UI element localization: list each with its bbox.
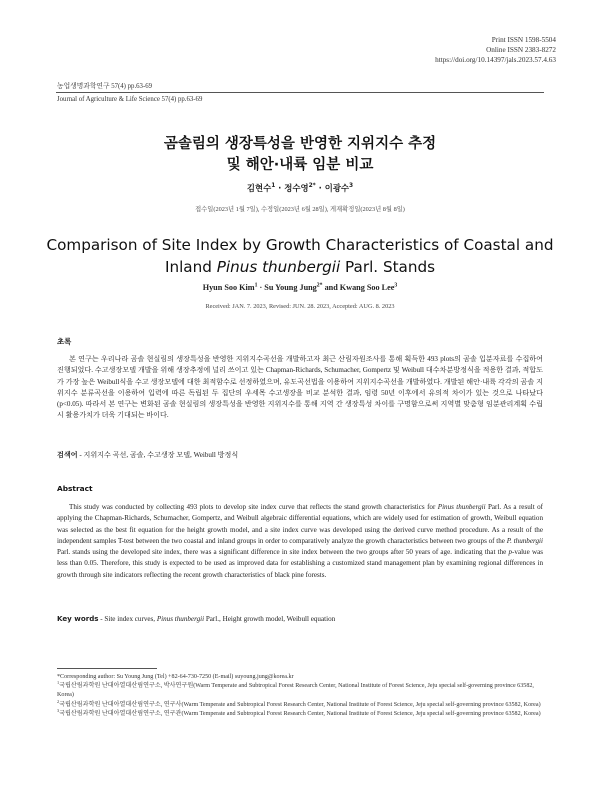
- english-title-line1: Comparison of Site Index by Growth Characteristics of Coastal and: [46, 236, 554, 254]
- doi-link[interactable]: https://doi.org/10.14397/jals.2023.57.4.63: [435, 56, 556, 64]
- korean-title-line1: 곰솔림의 생장특성을 반영한 지위지수 추정: [163, 136, 437, 152]
- korean-keywords-label: 검색어: [57, 450, 78, 459]
- english-author-1: Hyun Soo Kim: [202, 283, 255, 292]
- korean-dates: 접수일(2023년 1월 7일), 수정일(2023년 6월 28일), 게재확정일(2023년 8월 8일): [195, 206, 405, 213]
- korean-abstract-text: 본 연구는 우리나라 곰솔 현실림의 생장특성을 반영한 지위지수곡선을 개발하고자 최근 산림자원조사를 통해 획득한 493 plots의 곰솔 입분자료를 수집하여 진행되었다. 수고생장모델 개발을 위해 생장추정에 널리 쓰이고 있는 Chapman-Richards, Schumacher, Gompertz 및 Weibull 대수차분방정식을 적용한 결과, 적합도가 가장 높은 Weibull식을 수고 생장모델에 대한 최적함수로 선정하였으며, 유도곡선법을 이용하여 지위지수곡선을 개발하였다. 개발된 해안·내륙 각각의 곰솔 지위지수 분류곡선을 이용하여 입력에 따른 독립된 두 집단의 우세목 수고생장을 비교 분석한 결과, 임령 50년 이후에서 유의적 차이가 있는 것으로 나타났다(p<0.05). 따라서 본 연구는 변화된 곰솔 현실림의 생장특성을 반영한 지위지수를 통해 지역 간 생장특성 차이를 구명함으로써 지역별 맞춤형 임분관리계획 수립 시 활용가치가 더욱 기대되는 바이다.: [57, 355, 543, 420]
- footnote-1: $^1$국립산림과학원 난대아열대산림연구소, 박사연구원(Warm Temperate and Subtropical Forest Research Center, National Institute of Forest Science, Jeju special self-governing province 63582, Korea): [57, 680, 534, 699]
- issn-block: [435, 35, 556, 65]
- korean-abstract-heading: 초록: [57, 337, 72, 346]
- korean-keywords-list: - 지위지수 곡선, 곰솔, 수고생장 모델, Weibull 방정식: [77, 451, 239, 459]
- korean-keywords: [57, 450, 543, 460]
- korean-author-2: 정수영: [284, 183, 309, 193]
- english-author-2: Su Young Jung: [264, 283, 317, 292]
- species-name: Pinus thunbergii: [216, 258, 341, 276]
- english-abstract-heading: Abstract: [57, 484, 93, 493]
- footnote-rule: [57, 668, 157, 669]
- header-rule: [56, 92, 544, 93]
- korean-author-1: 김현수: [246, 183, 272, 193]
- footnote-2: $^2$국립산림과학원 난대아열대산림연구소, 연구사(Warm Temperate and Subtropical Forest Research Center, National Institute of Forest Science, Jeju special self-governing province 63582, Korea): [57, 698, 541, 708]
- english-keywords: Key words - Site index curves, Pinus thunbergii Parl., Height growth model, Weibull equation: [57, 614, 336, 623]
- english-title: [0, 234, 600, 278]
- english-title-line2: Inland Pinus thunbergii Parl. Stands: [164, 258, 436, 276]
- english-dates: Received: JAN. 7. 2023, Revised: JUN. 28. 2023, Accepted: AUG. 8. 2023: [205, 303, 395, 310]
- footnotes: [57, 673, 543, 719]
- journal-korean: 농업생명과학연구 57(4) pp.63-69: [57, 83, 152, 90]
- korean-title-line2: 및 해안·내륙 임분 비교: [226, 157, 374, 173]
- english-keywords-label: Key words: [57, 614, 99, 623]
- korean-author-3: 이광수: [324, 183, 350, 193]
- english-authors: Hyun Soo Kim$^1$ · Su Young Jung$^{2*}$ and Kwang Soo Lee$^3$: [202, 282, 398, 292]
- corresponding-author: *Corresponding author: Su Young Jung (Tel) +82-64-730-7250 (E-mail) suyoung.jung@korea.kr: [57, 674, 294, 680]
- journal-english: Journal of Agriculture & Life Science 57(4) pp.63-69: [57, 96, 203, 103]
- print-issn: Print ISSN 1598-5504: [491, 36, 556, 44]
- footnote-3: $^3$국립산림과학원 난대아열대산림연구소, 연구관(Warm Temperate and Subtropical Forest Research Center, National Institute of Forest Science, Jeju special self-governing province 63582, Korea): [57, 707, 541, 717]
- english-abstract-text: This study was conducted by collecting 493 plots to develop site index curve that reflects the stand growth characteristics for Pinus thunbergii Parl. As a result of applying the Chapman-Richards, Schumacher, Gompertz, and Weibull algebraic differential equations, which are widely used for estimation of growth, Weibull equation was selected as the best fit equation for the height growth model, and a site index curve was developed using the derived curve method procedure. As a result of the independent samples T-test between the two coastal and inland groups in order to comparatively analyze the growth characteristics between two groups of the P. thunbergii Parl. stands using the developed site index, there was a significant difference in site index between the two groups after 50 years of age. indicating that the p-value was less than 0.05. Therefore, this study is expected to be used as improved data for establishing a customized stand management plan by examining regional differences in growth through site indicators reflecting the recent growth characteristics of black pine forests.: [57, 503, 543, 579]
- english-author-3: and Kwang Soo Lee: [324, 283, 395, 292]
- korean-authors: 김현수$^1$ · 정수영$^{2*}$ · 이광수$^3$: [246, 183, 354, 193]
- korean-title: [0, 134, 600, 176]
- online-issn: Online ISSN 2383-8272: [486, 46, 556, 54]
